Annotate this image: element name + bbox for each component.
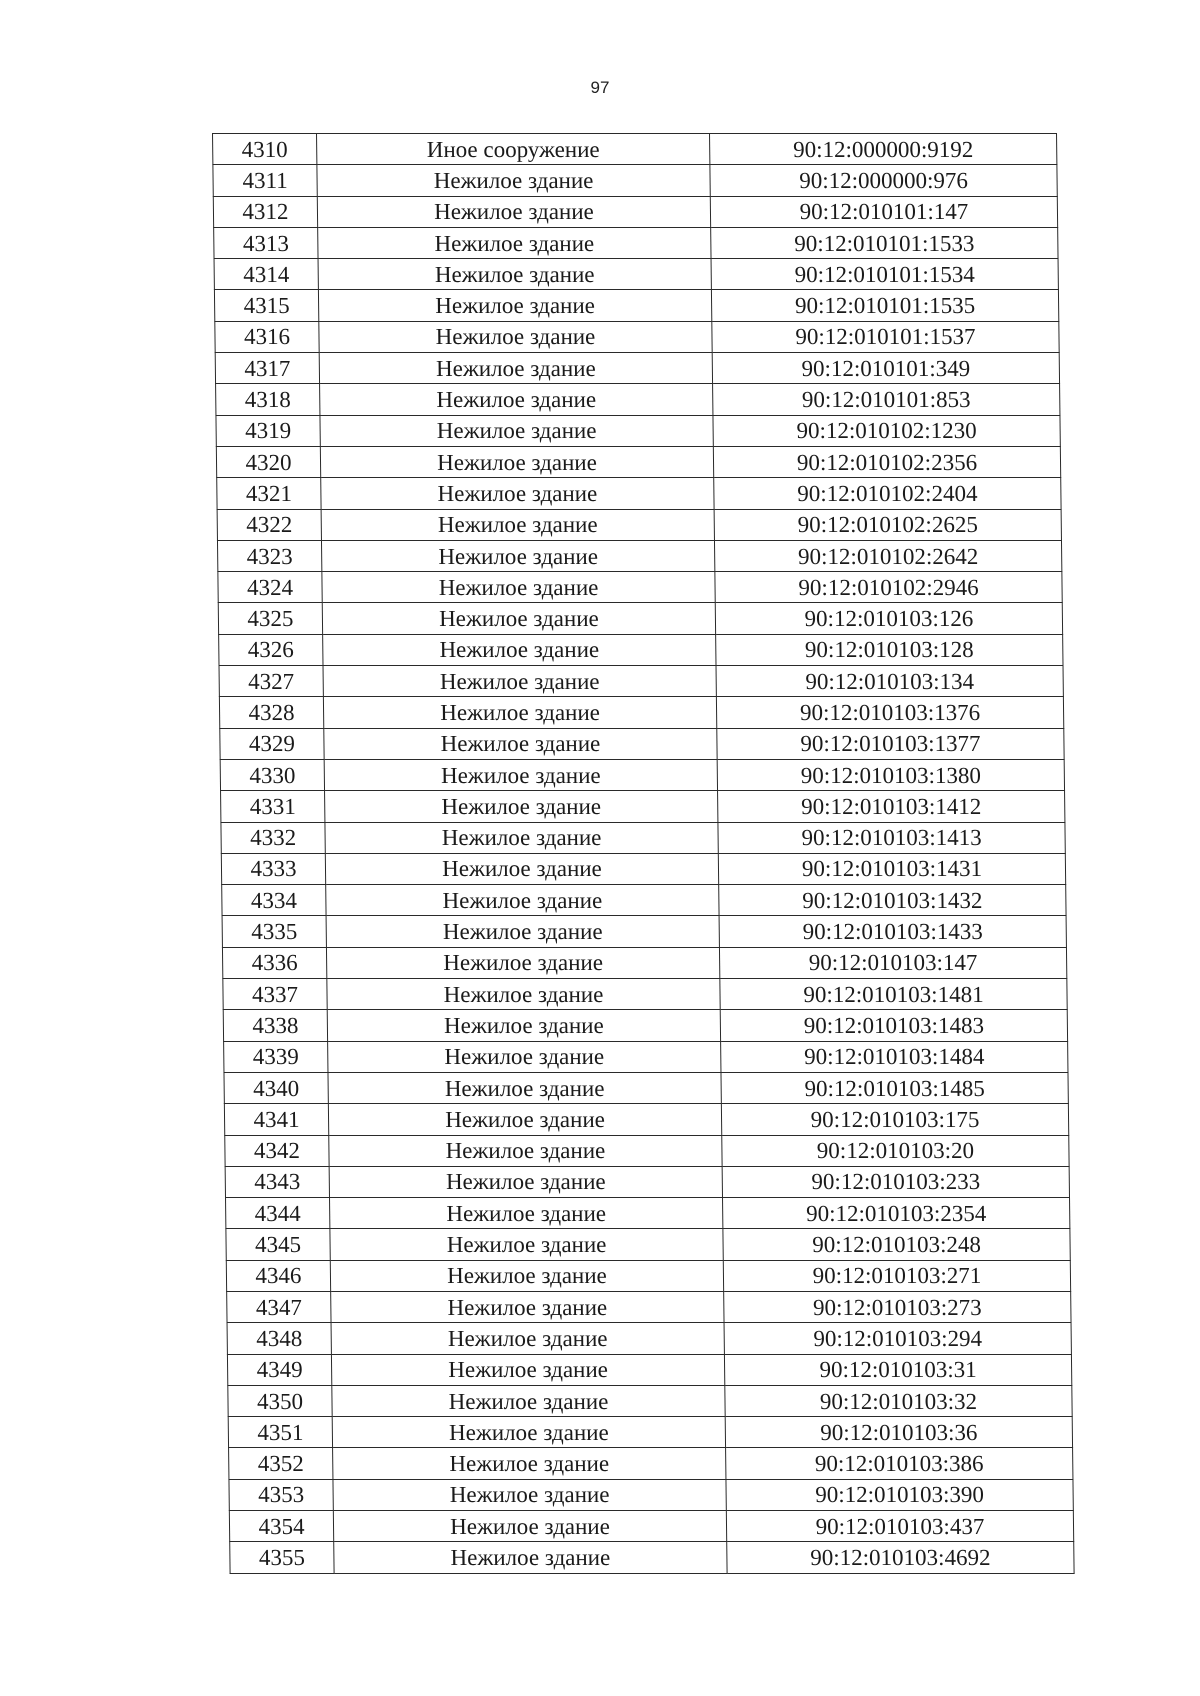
cadastral-number-cell: 90:12:010103:386 xyxy=(726,1448,1073,1479)
cadastral-number-cell: 90:12:010103:233 xyxy=(722,1166,1069,1197)
object-type-cell: Нежилое здание xyxy=(319,353,712,384)
object-type-cell: Нежилое здание xyxy=(331,1354,724,1385)
object-type-cell: Нежилое здание xyxy=(318,290,711,321)
row-number-cell: 4327 xyxy=(219,666,323,697)
cadastral-number-cell: 90:12:000000:976 xyxy=(710,165,1057,196)
object-type-cell: Иное сооружение xyxy=(317,134,710,165)
table-row xyxy=(228,1417,1072,1448)
cadastral-number-cell: 90:12:010103:134 xyxy=(716,666,1063,697)
cadastral-number-cell: 90:12:010103:1484 xyxy=(721,1041,1068,1072)
row-number-cell: 4349 xyxy=(227,1354,331,1385)
table-row xyxy=(218,603,1062,634)
row-number-cell: 4321 xyxy=(217,478,321,509)
cadastral-number-cell: 90:12:010103:175 xyxy=(721,1104,1068,1135)
row-number-cell: 4326 xyxy=(219,634,323,665)
object-type-cell: Нежилое здание xyxy=(323,697,716,728)
object-type-cell: Нежилое здание xyxy=(321,540,714,571)
table-row xyxy=(223,1010,1067,1041)
table-row xyxy=(214,227,1058,258)
table-row xyxy=(224,1041,1068,1072)
cadastral-number-cell: 90:12:010102:2356 xyxy=(713,446,1060,477)
cadastral-number-cell: 90:12:010103:1481 xyxy=(720,979,1067,1010)
table-row xyxy=(220,759,1064,790)
table-row xyxy=(216,446,1060,477)
cadastral-number-cell: 90:12:010103:1412 xyxy=(718,791,1065,822)
object-type-cell: Нежилое здание xyxy=(327,979,720,1010)
table-row xyxy=(222,916,1066,947)
object-type-cell: Нежилое здание xyxy=(331,1291,724,1322)
object-type-cell: Нежилое здание xyxy=(319,321,712,352)
row-number-cell: 4347 xyxy=(227,1291,331,1322)
row-number-cell: 4313 xyxy=(214,227,318,258)
table-row xyxy=(217,540,1061,571)
row-number-cell: 4311 xyxy=(213,165,317,196)
table-row xyxy=(218,572,1062,603)
object-type-cell: Нежилое здание xyxy=(326,947,719,978)
object-type-cell: Нежилое здание xyxy=(324,728,717,759)
row-number-cell: 4333 xyxy=(221,853,325,884)
object-type-cell: Нежилое здание xyxy=(330,1198,723,1229)
object-type-cell: Нежилое здание xyxy=(329,1166,722,1197)
object-type-cell: Нежилое здание xyxy=(333,1448,726,1479)
table-row xyxy=(227,1323,1071,1354)
cadastral-number-cell: 90:12:010101:1535 xyxy=(711,290,1058,321)
object-type-cell: Нежилое здание xyxy=(328,1041,721,1072)
table-row xyxy=(214,290,1058,321)
table-row xyxy=(229,1448,1073,1479)
cadastral-number-cell: 90:12:010103:36 xyxy=(725,1417,1072,1448)
table-row xyxy=(215,353,1059,384)
cadastral-number-cell: 90:12:010103:437 xyxy=(726,1511,1073,1542)
table-row xyxy=(225,1166,1069,1197)
object-type-cell: Нежилое здание xyxy=(333,1479,726,1510)
cadastral-number-cell: 90:12:010103:273 xyxy=(724,1291,1071,1322)
row-number-cell: 4345 xyxy=(226,1229,330,1260)
table-row xyxy=(215,321,1059,352)
table-row xyxy=(221,853,1065,884)
table-row xyxy=(225,1135,1069,1166)
table-row xyxy=(230,1542,1074,1573)
cadastral-number-cell: 90:12:010102:2625 xyxy=(714,509,1061,540)
cadastral-number-cell: 90:12:000000:9192 xyxy=(710,134,1057,165)
row-number-cell: 4348 xyxy=(227,1323,331,1354)
table-row xyxy=(222,947,1066,978)
row-number-cell: 4315 xyxy=(214,290,318,321)
table-row xyxy=(217,509,1061,540)
row-number-cell: 4325 xyxy=(218,603,322,634)
table-row xyxy=(229,1511,1073,1542)
cadastral-number-cell: 90:12:010101:349 xyxy=(712,353,1059,384)
table-row xyxy=(224,1104,1068,1135)
object-type-cell: Нежилое здание xyxy=(320,384,713,415)
row-number-cell: 4330 xyxy=(220,759,324,790)
object-type-cell: Нежилое здание xyxy=(321,509,714,540)
cadastral-number-cell: 90:12:010103:1432 xyxy=(719,885,1066,916)
cadastral-number-cell: 90:12:010103:147 xyxy=(719,947,1066,978)
table-row xyxy=(227,1291,1071,1322)
object-type-cell: Нежилое здание xyxy=(333,1511,726,1542)
table-row xyxy=(221,791,1065,822)
object-type-cell: Нежилое здание xyxy=(325,791,718,822)
object-type-cell: Нежилое здание xyxy=(320,415,713,446)
object-type-cell: Нежилое здание xyxy=(320,446,713,477)
row-number-cell: 4319 xyxy=(216,415,320,446)
object-type-cell: Нежилое здание xyxy=(318,227,711,258)
cadastral-number-cell: 90:12:010101:853 xyxy=(713,384,1060,415)
table-body xyxy=(213,134,1075,1574)
row-number-cell: 4355 xyxy=(230,1542,334,1573)
cadastral-number-cell: 90:12:010103:4692 xyxy=(727,1542,1074,1573)
object-type-cell: Нежилое здание xyxy=(323,634,716,665)
row-number-cell: 4316 xyxy=(215,321,319,352)
cadastral-number-cell: 90:12:010102:2642 xyxy=(714,540,1061,571)
table-row xyxy=(223,979,1067,1010)
table-row xyxy=(222,885,1066,916)
object-type-cell: Нежилое здание xyxy=(332,1385,725,1416)
row-number-cell: 4323 xyxy=(217,540,321,571)
object-type-cell: Нежилое здание xyxy=(334,1542,727,1573)
row-number-cell: 4335 xyxy=(222,916,326,947)
cadastral-number-cell: 90:12:010103:294 xyxy=(724,1323,1071,1354)
row-number-cell: 4320 xyxy=(216,446,320,477)
object-type-cell: Нежилое здание xyxy=(331,1323,724,1354)
cadastral-number-cell: 90:12:010103:1485 xyxy=(721,1072,1068,1103)
row-number-cell: 4314 xyxy=(214,259,318,290)
row-number-cell: 4328 xyxy=(219,697,323,728)
cadastral-number-cell: 90:12:010103:390 xyxy=(726,1479,1073,1510)
object-type-cell: Нежилое здание xyxy=(328,1072,721,1103)
row-number-cell: 4354 xyxy=(229,1511,333,1542)
table-row xyxy=(226,1198,1070,1229)
table-row xyxy=(216,415,1060,446)
object-type-cell: Нежилое здание xyxy=(329,1135,722,1166)
cadastral-number-cell: 90:12:010103:1380 xyxy=(717,759,1064,790)
object-type-cell: Нежилое здание xyxy=(322,572,715,603)
object-type-cell: Нежилое здание xyxy=(318,259,711,290)
cadastral-number-cell: 90:12:010102:1230 xyxy=(713,415,1060,446)
table-row xyxy=(221,822,1065,853)
row-number-cell: 4337 xyxy=(223,979,327,1010)
cadastral-number-cell: 90:12:010103:248 xyxy=(723,1229,1070,1260)
object-type-cell: Нежилое здание xyxy=(322,603,715,634)
cadastral-number-cell: 90:12:010101:1533 xyxy=(711,227,1058,258)
row-number-cell: 4310 xyxy=(213,134,317,165)
table-row xyxy=(219,666,1063,697)
row-number-cell: 4336 xyxy=(222,947,326,978)
object-type-cell: Нежилое здание xyxy=(330,1229,723,1260)
row-number-cell: 4324 xyxy=(218,572,322,603)
object-type-cell: Нежилое здание xyxy=(324,759,717,790)
cadastral-number-cell: 90:12:010102:2946 xyxy=(715,572,1062,603)
row-number-cell: 4350 xyxy=(228,1385,332,1416)
row-number-cell: 4338 xyxy=(223,1010,327,1041)
cadastral-number-cell: 90:12:010103:31 xyxy=(724,1354,1071,1385)
row-number-cell: 4351 xyxy=(228,1417,332,1448)
row-number-cell: 4317 xyxy=(215,353,319,384)
row-number-cell: 4331 xyxy=(221,791,325,822)
object-type-cell: Нежилое здание xyxy=(326,885,719,916)
table-row xyxy=(213,134,1057,165)
object-type-cell: Нежилое здание xyxy=(325,853,718,884)
cadastral-number-cell: 90:12:010101:1537 xyxy=(712,321,1059,352)
cadastral-number-cell: 90:12:010103:20 xyxy=(722,1135,1069,1166)
cadastral-number-cell: 90:12:010103:1377 xyxy=(717,728,1064,759)
cadastral-number-cell: 90:12:010103:32 xyxy=(725,1385,1072,1416)
row-number-cell: 4346 xyxy=(226,1260,330,1291)
object-type-cell: Нежилое здание xyxy=(332,1417,725,1448)
cadastral-number-cell: 90:12:010103:1376 xyxy=(716,697,1063,728)
cadastral-number-cell: 90:12:010101:1534 xyxy=(711,259,1058,290)
row-number-cell: 4342 xyxy=(225,1135,329,1166)
object-type-cell: Нежилое здание xyxy=(323,666,716,697)
object-type-cell: Нежилое здание xyxy=(317,165,710,196)
table-row xyxy=(219,634,1063,665)
row-number-cell: 4334 xyxy=(222,885,326,916)
object-type-cell: Нежилое здание xyxy=(326,916,719,947)
cadastral-number-cell: 90:12:010102:2404 xyxy=(714,478,1061,509)
row-number-cell: 4344 xyxy=(226,1198,330,1229)
cadastral-number-cell: 90:12:010103:1433 xyxy=(719,916,1066,947)
table-row xyxy=(219,697,1063,728)
row-number-cell: 4352 xyxy=(229,1448,333,1479)
cadastral-number-cell: 90:12:010103:1431 xyxy=(718,853,1065,884)
property-table xyxy=(212,133,1075,1574)
table-row xyxy=(213,196,1057,227)
table-row xyxy=(217,478,1061,509)
row-number-cell: 4312 xyxy=(213,196,317,227)
cadastral-number-cell: 90:12:010103:271 xyxy=(723,1260,1070,1291)
row-number-cell: 4329 xyxy=(220,728,324,759)
row-number-cell: 4343 xyxy=(225,1166,329,1197)
row-number-cell: 4353 xyxy=(229,1479,333,1510)
table-row xyxy=(229,1479,1073,1510)
object-type-cell: Нежилое здание xyxy=(330,1260,723,1291)
cadastral-number-cell: 90:12:010103:128 xyxy=(716,634,1063,665)
row-number-cell: 4340 xyxy=(224,1072,328,1103)
table-row xyxy=(216,384,1060,415)
row-number-cell: 4332 xyxy=(221,822,325,853)
table-row xyxy=(220,728,1064,759)
table-row xyxy=(224,1072,1068,1103)
table-row xyxy=(226,1229,1070,1260)
table-row xyxy=(226,1260,1070,1291)
table-row xyxy=(214,259,1058,290)
table-row xyxy=(213,165,1057,196)
cadastral-number-cell: 90:12:010103:126 xyxy=(715,603,1062,634)
cadastral-number-cell: 90:12:010103:1483 xyxy=(720,1010,1067,1041)
page-number: 97 xyxy=(590,78,610,97)
cadastral-number-cell: 90:12:010101:147 xyxy=(710,196,1057,227)
object-type-cell: Нежилое здание xyxy=(327,1010,720,1041)
object-type-cell: Нежилое здание xyxy=(317,196,710,227)
row-number-cell: 4322 xyxy=(217,509,321,540)
cadastral-number-cell: 90:12:010103:1413 xyxy=(718,822,1065,853)
row-number-cell: 4341 xyxy=(224,1104,328,1135)
row-number-cell: 4318 xyxy=(216,384,320,415)
row-number-cell: 4339 xyxy=(224,1041,328,1072)
object-type-cell: Нежилое здание xyxy=(321,478,714,509)
table-row xyxy=(228,1385,1072,1416)
object-type-cell: Нежилое здание xyxy=(325,822,718,853)
object-type-cell: Нежилое здание xyxy=(328,1104,721,1135)
cadastral-number-cell: 90:12:010103:2354 xyxy=(723,1198,1070,1229)
table-row xyxy=(227,1354,1071,1385)
